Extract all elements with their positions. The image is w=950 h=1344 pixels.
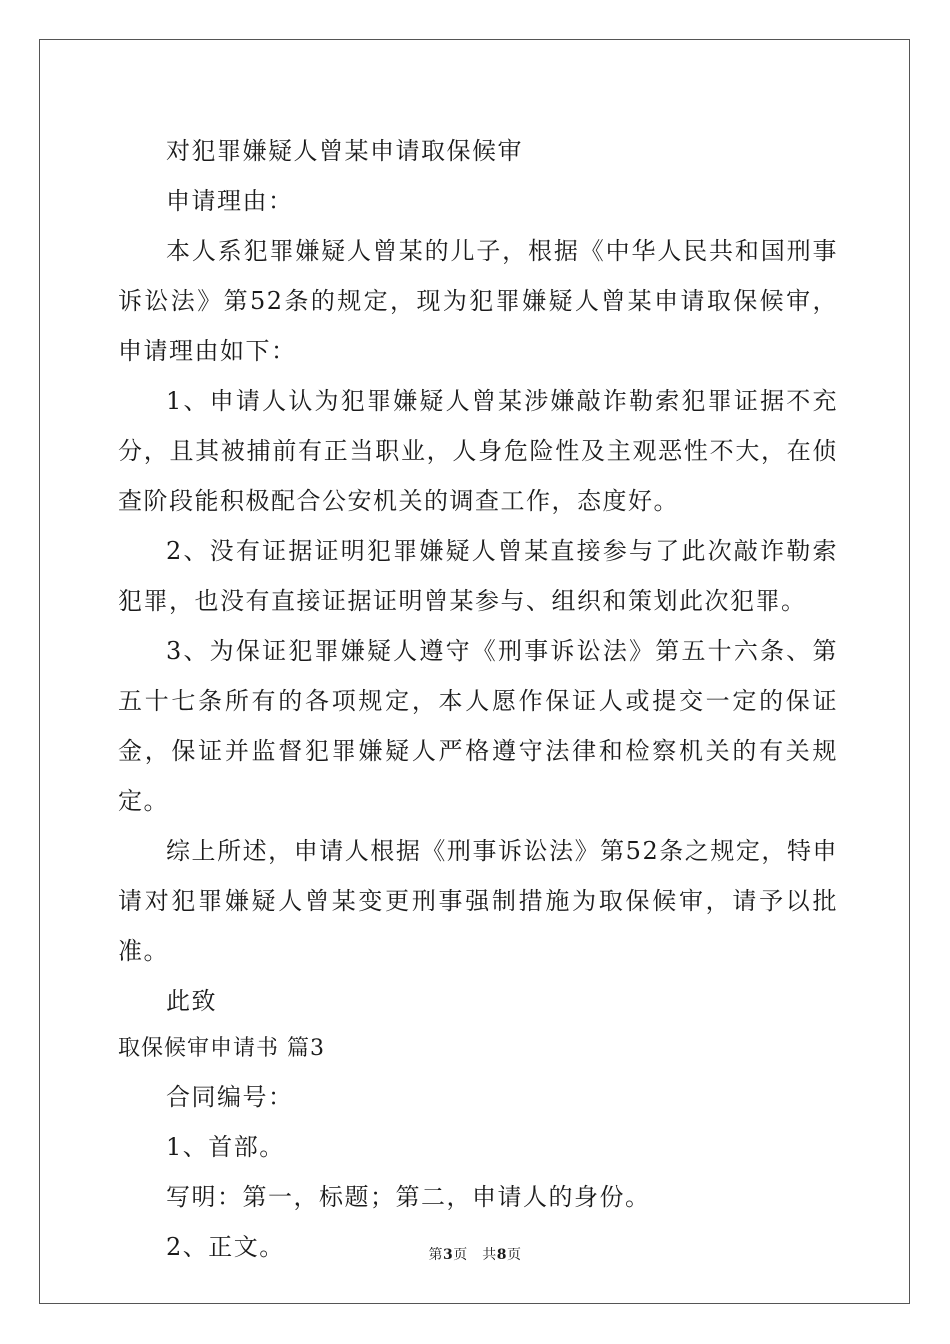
- contract-number-label: 合同编号：: [166, 1083, 294, 1111]
- section-heading: 取保候审申请书 篇3: [118, 1036, 325, 1061]
- footer-suffix: 页: [507, 1247, 522, 1263]
- document-body: [118, 126, 838, 1272]
- document-title: 对犯罪嫌疑人曾某申请取保候审: [166, 137, 523, 165]
- conclusion-paragraph: 综上所述，申请人根据《刑事诉讼法》第52条之规定，特申请对犯罪嫌疑人曾某变更刑事强制措施为取保候审，请予以批准。: [118, 837, 838, 965]
- total-page-count: 8: [496, 1247, 507, 1263]
- reason-1-paragraph: 1、申请人认为犯罪嫌疑人曾某涉嫌敲诈勒索犯罪证据不充分，且其被捕前有正当职业，人身危险性及主观恶性不大，在侦查阶段能积极配合公安机关的调查工作，态度好。: [118, 387, 838, 515]
- reason-2-paragraph: 2、没有证据证明犯罪嫌疑人曾某直接参与了此次敲诈勒索犯罪，也没有直接证据证明曾某参与、组织和策划此次犯罪。: [118, 537, 838, 615]
- intro-paragraph: 本人系犯罪嫌疑人曾某的儿子，根据《中华人民共和国刑事诉讼法》第52条的规定，现为犯罪嫌疑人曾某申请取保候审，申请理由如下：: [118, 237, 838, 365]
- current-page-number: 3: [443, 1247, 454, 1263]
- footer-middle: 页 共: [453, 1247, 497, 1263]
- closing-line: 此致: [166, 987, 217, 1015]
- page-footer: [0, 1244, 950, 1264]
- item-2-line: 2、正文。: [166, 1233, 285, 1261]
- reason-label: 申请理由：: [166, 187, 294, 215]
- item-1-detail-line: 写明：第一，标题；第二，申请人的身份。: [166, 1183, 651, 1211]
- footer-prefix: 第: [428, 1247, 443, 1263]
- item-1-line: 1、首部。: [166, 1133, 285, 1161]
- reason-3-paragraph: 3、为保证犯罪嫌疑人遵守《刑事诉讼法》第五十六条、第五十七条所有的各项规定，本人愿作保证人或提交一定的保证金，保证并监督犯罪嫌疑人严格遵守法律和检察机关的有关规定。: [118, 637, 838, 815]
